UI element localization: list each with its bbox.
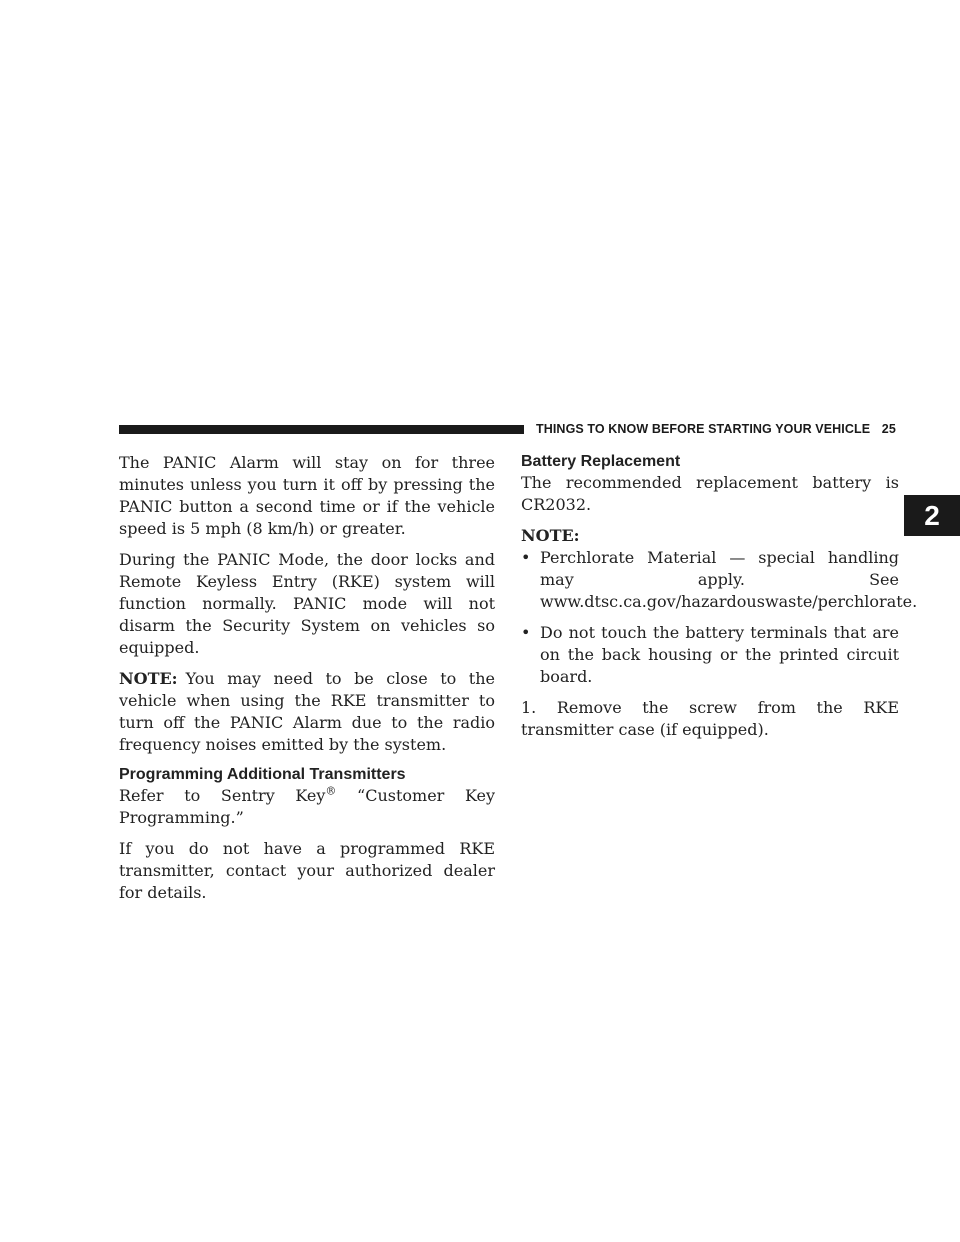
note-bullet-list (521, 547, 918, 688)
list-item (521, 547, 918, 613)
left-column (119, 452, 495, 904)
battery-paragraph: The recommended replacement battery is CR2032. (521, 473, 899, 514)
header-title: THINGS TO KNOW BEFORE STARTING YOUR VEHICLE (536, 422, 871, 436)
bullet-text: Do not touch the battery terminals that are on the back housing or the printed circuit board. (540, 623, 899, 686)
list-item (521, 622, 899, 688)
bullet-text: Perchlorate Material — special handling may apply. See www.dtsc.ca.gov/hazardouswaste/perchlorate. (540, 548, 918, 611)
registered-symbol: ® (325, 784, 337, 798)
battery-note-label: NOTE: (521, 526, 580, 545)
panic-alarm-paragraph: The PANIC Alarm will stay on for three minutes unless you turn it off by pressing the PANIC button a second time or if the vehicle speed is 5 mph (8 km/h) or greater. (119, 453, 495, 538)
note-text: You may need to be close to the vehicle when using the RKE transmitter to turn off the PANIC Alarm due to the radio frequency noises emitted by the system. (119, 669, 495, 754)
bullet-icon: • (521, 548, 531, 567)
dealer-paragraph: If you do not have a programmed RKE transmitter, contact your authorized dealer for details. (119, 839, 495, 902)
panic-mode-paragraph: During the PANIC Mode, the door locks and Remote Keyless Entry (RKE) system will function normally. PANIC mode will not disarm the Security System on vehicles so equipped. (119, 550, 495, 657)
chapter-tab: 2 (904, 495, 960, 536)
bullet-icon: • (521, 623, 531, 642)
step-1-paragraph: 1. Remove the screw from the RKE transmitter case (if equipped). (521, 698, 899, 739)
refer-suffix: “Customer Key Programming.” (119, 786, 495, 827)
header-rule (119, 425, 524, 434)
battery-heading: Battery Replacement (521, 453, 681, 470)
refer-paragraph (119, 785, 495, 829)
refer-prefix: Refer to Sentry Key (119, 786, 326, 805)
page-number: 25 (881, 422, 896, 436)
note-label: NOTE: (119, 669, 178, 688)
note-paragraph (119, 668, 495, 756)
right-column (521, 452, 918, 741)
programming-heading: Programming Additional Transmitters (119, 766, 406, 783)
running-header (536, 422, 896, 436)
